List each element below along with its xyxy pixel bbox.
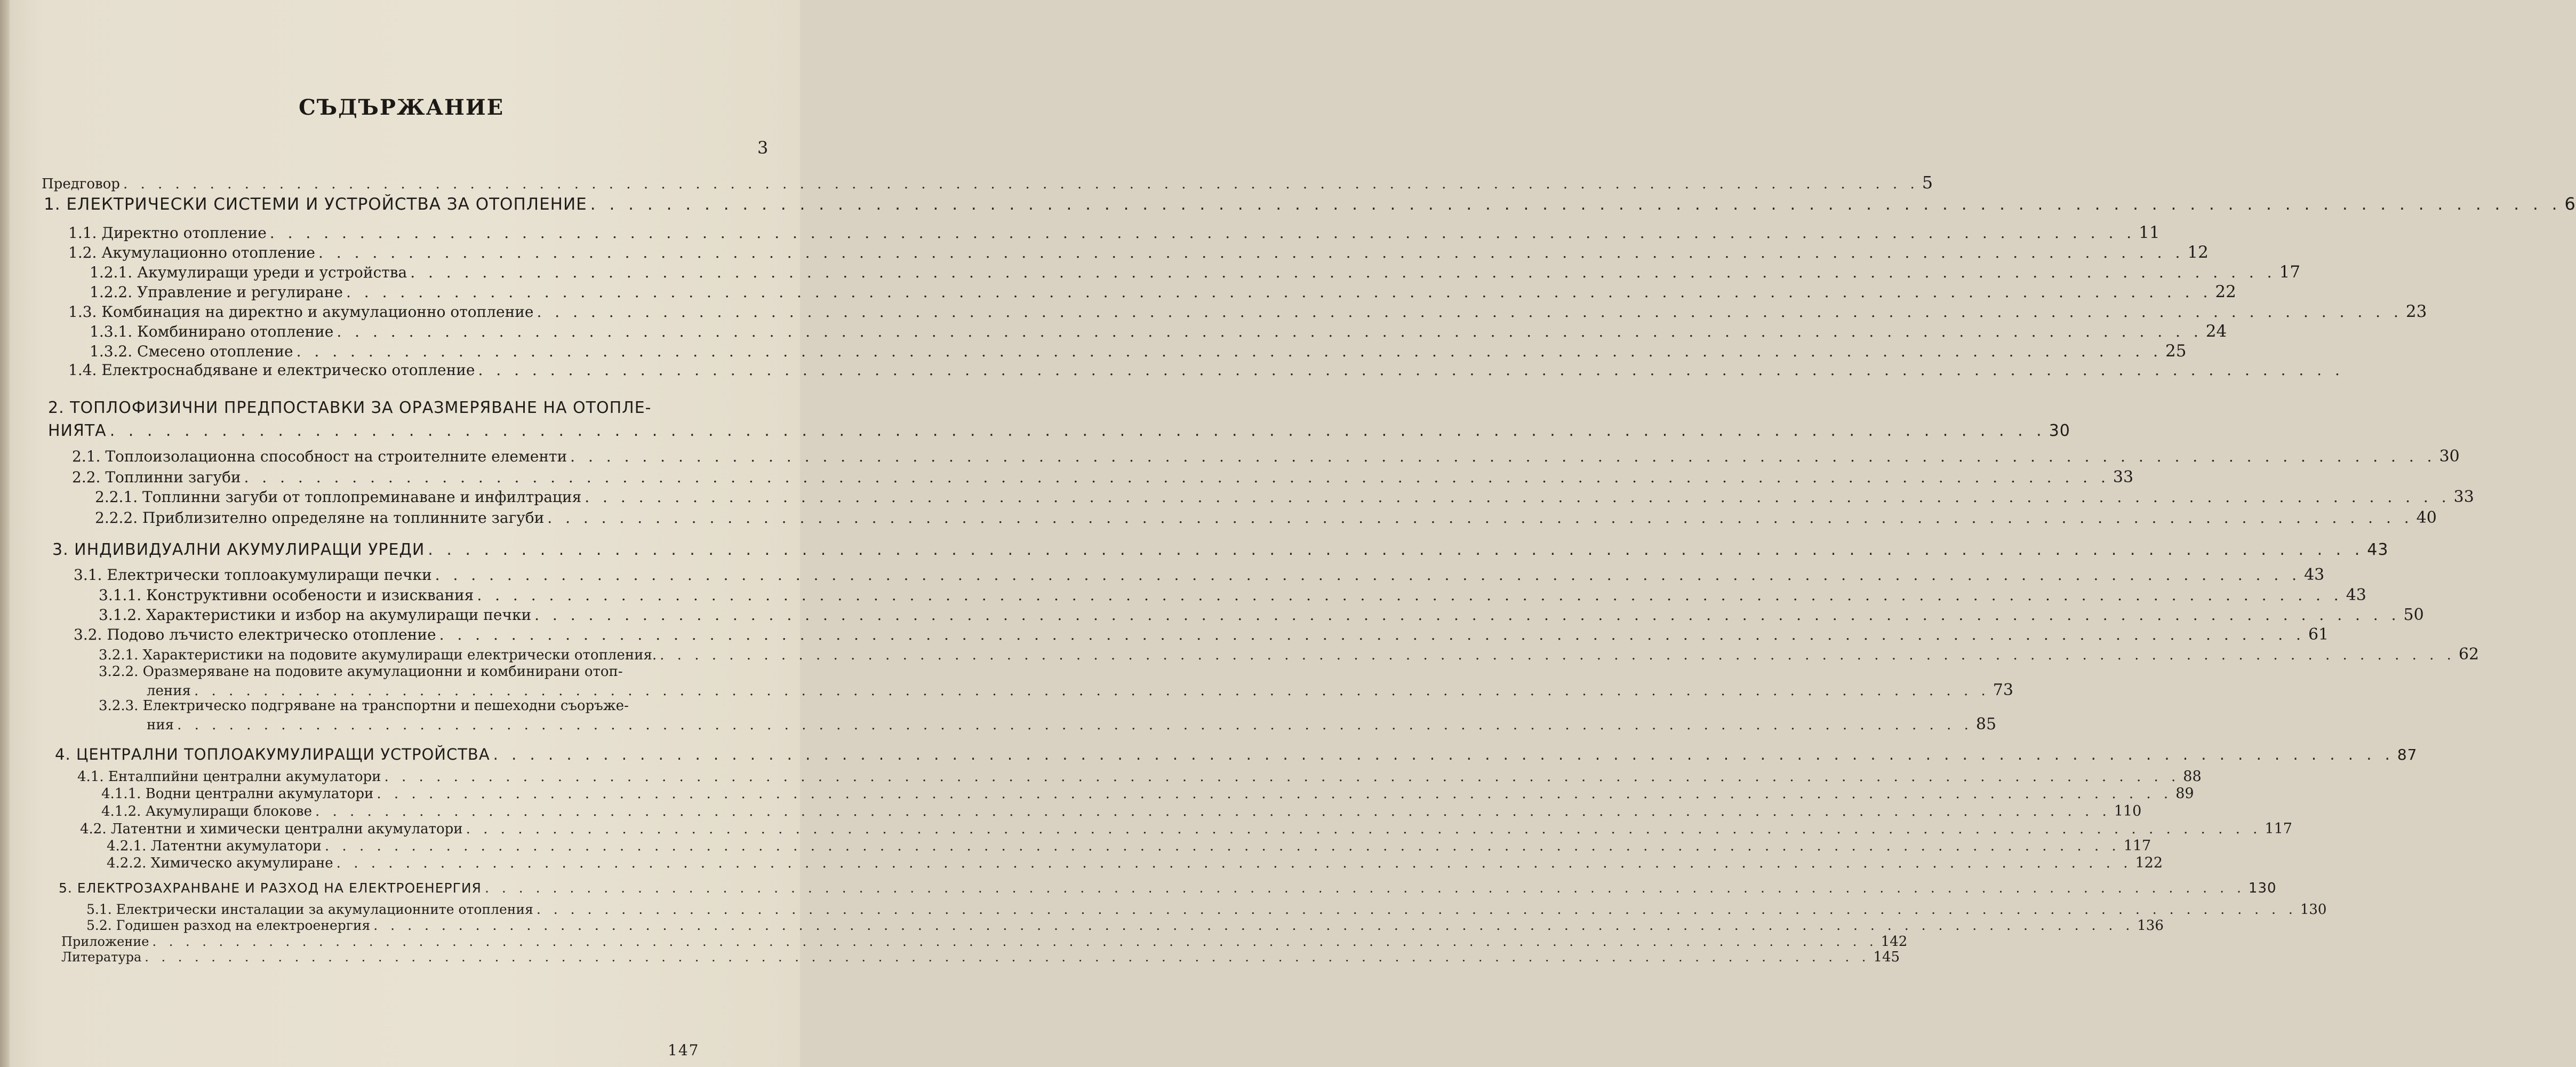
toc-entry-text: ния [147, 717, 174, 733]
toc-leader-dots: . . . . . . . . . . . . . . . . . . . . . . . . . . . . . . . . . . . . . . . . . . . . . . . . . . . . . . . . . . . . . . . . . . . . . . . . . . . . . . . . . . . . . . . . . . . . . . . . . . . . . . . . [534, 606, 2401, 624]
toc-leader-dots: . . . . . . . . . . . . . . . . . . . . . . . . . . . . . . . . . . . . . . . . . . . . . . . . . . . . . . . . . . . . . . . . . . . . . . . . . . . . . . . . . . . . . . . . . . . . . . . . . . . . . . . . [194, 683, 1990, 699]
toc-page-number: 33 [2113, 468, 2134, 487]
toc-entry [68, 361, 2344, 379]
toc-entry-text: 1.3.2. Смесено отопление [90, 343, 293, 360]
toc-entry-text: 1.1. Директно отопление [68, 224, 267, 242]
toc-entry [61, 949, 1900, 967]
toc-entry [99, 586, 2366, 604]
toc-entry-text: ления [147, 683, 191, 699]
toc-leader-dots: . . . . . . . . . . . . . . . . . . . . . . . . . . . . . . . . . . . . . . . . . . . . . . . . . . . . . . . . . . . . . . . . . . . . . . . . . . . . . . . . . . . . . . . . . . . . . . . . . . . . . . . . [269, 224, 2136, 242]
toc-entry [101, 785, 2194, 803]
toc-entry [147, 715, 1997, 734]
page-title: СЪДЪРЖАНИЕ [299, 95, 505, 120]
toc-entry-text: 4.1.2. Акумулиращи блокове [101, 803, 312, 819]
toc-page-number: 25 [2165, 341, 2187, 361]
toc-entry [90, 262, 2301, 282]
toc-leader-dots: . . . . . . . . . . . . . . . . . . . . . . . . . . . . . . . . . . . . . . . . . . . . . . . . . . . . . . . . . . . . . . . . . . . . . . . . . . . . . . . . . . . . . . . . . . . . . . . . . . . . . . . . [435, 566, 2301, 584]
toc-leader-dots: . . . . . . . . . . . . . . . . . . . . . . . . . . . . . . . . . . . . . . . . . . . . . . . . . . . . . . . . . . . . . . . . . . . . . . . . . . . . . . . . . . . . . . . . . . . . . . . . . . . . . . . . [123, 176, 1919, 192]
toc-page-number: 117 [2123, 838, 2151, 854]
toc-entry [86, 902, 2327, 920]
toc-leader-dots: . . . . . . . . . . . . . . . . . . . . . . . . . . . . . . . . . . . . . . . . . . . . . . . . . . . . . . . . . . . . . . . . . . . . . . . . . . . . . . . . . . . . . . . . . . . . . . . . . . . . . . . . [410, 264, 2276, 281]
toc-entry [68, 243, 2209, 262]
toc-entry-text: 1.2.2. Управление и регулиране [90, 283, 343, 301]
toc-entry-text: 1. ЕЛЕКТРИЧЕСКИ СИСТЕМИ И УСТРОЙСТВА ЗА ОТОПЛЕНИЕ [44, 195, 587, 214]
toc-entry [757, 138, 779, 156]
toc-leader-dots: . . . . . . . . . . . . . . . . . . . . . . . . . . . . . . . . . . . . . . . . . . . . . . . . . . . . . . . . . . . . . . . . . . . . . . . . . . . . . . . . . . . . . . . . . . . . . . . . . . . . . . . . [477, 586, 2343, 604]
toc-entry [95, 488, 2474, 506]
toc-entry [74, 625, 2329, 644]
toc-leader-dots: . . . . . . . . . . . . . . . . . . . . . . . . . . . . . . . . . . . . . . . . . . . . . . . . . . . . . . . . . . . . . . . . . . . . . . . . . . . . . . . . . . . . . . . . . . . . . . . . . . . . . . . . [337, 323, 2203, 340]
toc-leader-dots: . . . . . . . . . . . . . . . . . . . . . . . . . . . . . . . . . . . . . . . . . . . . . . . . . . . . . . . . . . . . . . . . . . . . . . . . . . . . . . . . . . . . . . . . . . . . . . . . . . . . . . . . [152, 934, 1878, 949]
toc-entry [101, 803, 2142, 821]
toc-leader-dots: . . . . . . . . . . . . . . . . . . . . . . . . . . . . . . . . . . . . . . . . . . . . . . . . . . . . . . . . . . . . . . . . . . . . . . . . . . . . . . . . . . . . . . . . . . . . . . . . . . . . . . . . [478, 361, 2344, 379]
toc-page-number: 30 [2439, 447, 2460, 466]
toc-entry-text: НИЯТА [48, 421, 107, 440]
toc-entry-text: 5.1. Електрически инсталации за акумулационните отопления [86, 902, 533, 917]
toc-entry-text: 1.2.1. Акумулиращи уреди и устройства [90, 264, 407, 281]
toc-entry [90, 341, 2187, 361]
toc-page-number: 11 [2139, 223, 2160, 242]
toc-entry-text: 1.3.1. Комбинирано отопление [90, 323, 334, 340]
toc-entry [107, 838, 2151, 856]
toc-page-number: 17 [2279, 262, 2301, 282]
toc-entry-text: 4.2.2. Химическо акумулиране [107, 855, 333, 871]
toc-page-number: 61 [2308, 625, 2329, 644]
page-gutter [0, 0, 10, 1067]
toc-entry [77, 768, 2202, 786]
toc-entry [72, 468, 2134, 487]
toc-page-number: 12 [2187, 243, 2209, 262]
toc-leader-dots: . . . . . . . . . . . . . . . . . . . . . . . . . . . . . . . . . . . . . . . . . . . . . . . . . . . . . . . . . . . . . . . . . . . . . . . . . . . . . . . . . . . . . . . . . . . . . . . . . . . . . . . . [547, 509, 2413, 527]
toc-leader-dots: . . . . . . . . . . . . . . . . . . . . . . . . . . . . . . . . . . . . . . . . . . . . . . . . . . . . . . . . . . . . . . . . . . . . . . . . . . . . . . . . . . . . . . . . . . . . . . . . . . . . . . . . [585, 488, 2451, 506]
toc-chapter [59, 880, 2277, 898]
toc-leader-dots: . . . . . . . . . . . . . . . . . . . . . . . . . . . . . . . . . . . . . . . . . . . . . . . . . . . . . . . . . . . . . . . . . . . . . . . . . . . . . . . . . . . . . . . . . . . . . . . . . . . . . . . . [315, 803, 2111, 819]
toc-entry [68, 302, 2427, 321]
toc-leader-dots: . . . . . . . . . . . . . . . . . . . . . . . . . . . . . . . . . . . . . . . . . . . . . . . . . . . . . . . . . . . . . . . . . . . . . . . . . . . . . . . . . . . . . . . . . . . . . . . . . . . . . . . . [384, 769, 2180, 785]
toc-leader-dots: . . . . . . . . . . . . . . . . . . . . . . . . . . . . . . . . . . . . . . . . . . . . . . . . . . . . . . . . . . . . . . . . . . . . . . . . . . . . . . . . . . . . . . . . . . . . . . . . . . . . . . . . [324, 838, 2121, 854]
toc-page-number: 43 [2304, 566, 2325, 584]
toc-leader-dots: . . . . . . . . . . . . . . . . . . . . . . . . . . . . . . . . . . . . . . . . . . . . . . . . . . . . . . . . . . . . . . . . . . . . . . . . . . . . . . . . . . . . . . . . . . . . . . . . . . . . . . . . [570, 448, 2436, 465]
toc-entry-text: 2.1. Топлоизолационна способност на строителните елементи [72, 448, 567, 465]
toc-leader-dots: . . . . . . . . . . . . . . . . . . . . . . . . . . . . . . . . . . . . . . . . . . . . . . . . . . . . . . . . . . . . . . . . . . . . . . . . . . . . . . . . . . . . . . . . . . . . . . . . . . . . . . . . [346, 283, 2212, 301]
toc-page-number: 73 [1993, 681, 2013, 699]
toc-page-number: 33 [2453, 488, 2474, 506]
toc-leader-dots: . . . . . . . . . . . . . . . . . . . . . . . . . . . . . . . . . . . . . . . . . . . . . . . . . . . . . . . . . . . . . . . . . . . . . . . . . . . . . . . . . . . . . . . . . . . . . . . . . . . . . . . . [590, 195, 2562, 214]
toc-entry-text: 4. ЦЕНТРАЛНИ ТОПЛОАКУМУЛИРАЩИ УСТРОЙСТВА [55, 745, 490, 763]
toc-page-number: 145 [1873, 949, 1900, 965]
toc-page-number: 122 [2135, 855, 2163, 871]
toc-page-number: 24 [2205, 322, 2227, 341]
toc-entry-text: 1.4. Електроснабдяване и електрическо отопление [68, 361, 475, 379]
toc-chapter [52, 540, 2389, 559]
toc-entry-text: 1.3. Комбинация на директно и акумулационно отопление [68, 303, 534, 321]
toc-entry-text: 4.1. Енталпийни централни акумулатори [77, 769, 381, 785]
toc-entry-text: Предговор [42, 176, 120, 192]
toc-leader-dots: . . . . . . . . . . . . . . . . . . . . . . . . . . . . . . . . . . . . . . . . . . . . . . . . . . . . . . . . . . . . . . . . . . . . . . . . . . . . . . . . . . . . . . . . . . . . . . . . . . . . . . . . [318, 244, 2185, 261]
toc-entry [95, 508, 2437, 527]
toc-entry-text: 2.2. Топлинни загуби [72, 468, 241, 486]
toc-leader-dots: . . . . . . . . . . . . . . . . . . . . . . . . . . . . . . . . . . . . . . . . . . . . . . . . . . . . . . . . . . . . . . . . . . . . . . . . . . . . . . . . . . . . . . . . . . . . . . . . . . . . . . . . [466, 821, 2262, 837]
toc-entry [90, 282, 2236, 301]
toc-entry-text: 4.2.1. Латентни акумулатори [107, 838, 322, 854]
toc-page-number: 117 [2265, 821, 2292, 837]
toc-page-number: 22 [2215, 282, 2236, 301]
toc-entry-text: 4.1.1. Водни централни акумулатори [101, 786, 374, 802]
toc-page-number: 89 [2175, 785, 2194, 802]
toc-entry-text: 3.1. Електрически топлоакумулиращи печки [74, 566, 432, 584]
toc-entry-text: 2.2.2. Приблизително определяне на топлинните загуби [95, 509, 545, 527]
toc-entry [72, 447, 2460, 466]
toc-leader-dots: . . . . . . . . . . . . . . . . . . . . . . . . . . . . . . . . . . . . . . . . . . . . . . . . . . . . . . . . . . . . . . . . . . . . . . . . . . . . . . . . . . . . . . . . . . . . . . . . . . . . . . . . [296, 343, 2162, 360]
toc-page-number: 30 [2049, 421, 2070, 440]
toc-page-number: 88 [2183, 768, 2202, 785]
toc-entry-text: 4.2. Латентни и химически централни акумулатори [80, 821, 463, 837]
toc-entry-text: 1.2. Акумулационно отопление [68, 244, 315, 261]
toc-page-number: 50 [2403, 606, 2424, 624]
toc-leader-dots: . . . . . . . . . . . . . . . . . . . . . . . . . . . . . . . . . . . . . . . . . . . . . . . . . . . . . . . . . . . . . . . . . . . . . . . . . . . . . . . . . . . . . . . . . . . . . . . . . . . . . . . . [377, 786, 2173, 802]
toc-page-number: 6 [2564, 194, 2576, 214]
toc-entry-text: Литература [61, 950, 142, 965]
toc-entry [68, 223, 2160, 242]
toc-entry-text: 3.2.3. Електрическо подгряване на транспортни и пешеходни съоръже- [99, 698, 629, 714]
toc-entry [42, 172, 1933, 193]
toc-leader-dots: . . . . . . . . . . . . . . . . . . . . . . . . . . . . . . . . . . . . . . . . . . . . . . . . . . . . . . . . . . . . . . . . . . . . . . . . . . . . . . . . . . . . . . . . . . . . . . . . . . . . . . . . [537, 303, 2403, 321]
toc-chapter: 2. ТОПЛОФИЗИЧНИ ПРЕДПОСТАВКИ ЗА ОРАЗМЕРЯВАНЕ НА ОТОПЛЕ- [48, 399, 652, 417]
toc-leader-dots: . . . . . . . . . . . . . . . . . . . . . . . . . . . . . . . . . . . . . . . . . . . . . . . . . . . . . . . . . . . . . . . . . . . . . . . . . . . . . . . . . . . . . . . . . . . . . . . . . . . . . . . . [428, 540, 2364, 559]
toc-entry [107, 855, 2163, 873]
toc-entry-text: 3.2.1. Характеристики на подовите акумулиращи електрически отопления. [99, 647, 657, 663]
toc-page-number: 62 [2458, 645, 2479, 664]
toc-page-number: 43 [2346, 586, 2366, 604]
toc-page-number: 85 [1975, 715, 1997, 734]
toc-entry-text: Приложение [61, 934, 149, 949]
toc-leader-dots: . . . . . . . . . . . . . . . . . . . . . . . . . . . . . . . . . . . . . . . . . . . . . . . . . . . . . . . . . . . . . . . . . . . . . . . . . . . . . . . . . . . . . . . . . . . . . . . . . . . . . . . . [109, 421, 2046, 440]
toc-entry-text: 5.2. Годишен разход на електроенергия [86, 918, 371, 933]
toc-entry-text: 3. ИНДИВИДУАЛНИ АКУМУЛИРАЩИ УРЕДИ [52, 540, 425, 559]
toc-entry [74, 566, 2325, 584]
page-number: 147 [668, 1041, 700, 1059]
toc-page-number: 130 [2248, 880, 2277, 896]
toc-page-number: 40 [2416, 508, 2437, 527]
toc-entry-text: 3.2.2. Оразмеряване на подовите акумулационни и комбинирани отоп- [99, 664, 623, 680]
toc-page-number: 87 [2397, 746, 2418, 763]
toc-leader-dots: . . . . . . . . . . . . . . . . . . . . . . . . . . . . . . . . . . . . . . . . . . . . . . . . . . . . . . . . . . . . . . . . . . . . . . . . . . . . . . . . . . . . . . . . . . . . . . . . . . . . . . . . [336, 855, 2132, 871]
toc-chapter [48, 421, 2070, 440]
toc-page-number: 142 [1881, 934, 1908, 950]
toc-leader-dots: . . . . . . . . . . . . . . . . . . . . . . . . . . . . . . . . . . . . . . . . . . . . . . . . . . . . . . . . . . . . . . . . . . . . . . . . . . . . . . . . . . . . . . . . . . . . . . . . . . . . . . . . [660, 647, 2455, 663]
toc-chapter [44, 194, 2576, 214]
toc-leader-dots: . . . . . . . . . . . . . . . . . . . . . . . . . . . . . . . . . . . . . . . . . . . . . . . . . . . . . . . . . . . . . . . . . . . . . . . . . . . . . . . . . . . . . . . . . . . . . . . . . . . . . . . . [484, 880, 2245, 896]
toc-page-number: 130 [2300, 902, 2327, 918]
toc-leader-dots: . . . . . . . . . . . . . . . . . . . . . . . . . . . . . . . . . . . . . . . . . . . . . . . . . . . . . . . . . . . . . . . . . . . . . . . . . . . . . . . . . . . . . . . . . . . . . . . . . . . . . . . . [373, 918, 2134, 933]
toc-entry-text: 3.2. Подово лъчисто електрическо отопление [74, 626, 436, 643]
toc-page-number: 5 [1922, 172, 1933, 193]
toc-page-number: 136 [2137, 918, 2164, 934]
toc-entry [80, 821, 2292, 839]
toc-entry-text: 3.1.1. Конструктивни особености и изисквания [99, 586, 474, 604]
toc-leader-dots: . . . . . . . . . . . . . . . . . . . . . . . . . . . . . . . . . . . . . . . . . . . . . . . . . . . . . . . . . . . . . . . . . . . . . . . . . . . . . . . . . . . . . . . . . . . . . . . . . . . . . . . . [493, 745, 2394, 763]
toc-leader-dots: . . . . . . . . . . . . . . . . . . . . . . . . . . . . . . . . . . . . . . . . . . . . . . . . . . . . . . . . . . . . . . . . . . . . . . . . . . . . . . . . . . . . . . . . . . . . . . . . . . . . . . . . [244, 468, 2110, 486]
toc-entry [99, 606, 2424, 624]
toc-entry [147, 681, 2013, 699]
toc-entry-text: 5. ЕЛЕКТРОЗАХРАНВАНЕ И РАЗХОД НА ЕЛЕКТРОЕНЕРГИЯ [59, 880, 482, 896]
toc-chapter [55, 745, 2418, 763]
toc-entry-text: 3.1.2. Характеристики и избор на акумулиращи печки [99, 606, 532, 624]
toc-entry [90, 322, 2227, 341]
toc-page-number: 43 [2367, 540, 2389, 559]
toc-entry-text: 2.2.1. Топлинни загуби от топлопреминаване и инфилтрация [95, 488, 582, 506]
toc-leader-dots: . . . . . . . . . . . . . . . . . . . . . . . . . . . . . . . . . . . . . . . . . . . . . . . . . . . . . . . . . . . . . . . . . . . . . . . . . . . . . . . . . . . . . . . . . . . . . . . . . . . . . . . . [145, 950, 1870, 965]
toc-leader-dots: . . . . . . . . . . . . . . . . . . . . . . . . . . . . . . . . . . . . . . . . . . . . . . . . . . . . . . . . . . . . . . . . . . . . . . . . . . . . . . . . . . . . . . . . . . . . . . . . . . . . . . . . [536, 902, 2297, 917]
toc-page-number: 23 [2405, 302, 2427, 321]
toc-entry [86, 918, 2164, 936]
toc-leader-dots: . . . . . . . . . . . . . . . . . . . . . . . . . . . . . . . . . . . . . . . . . . . . . . . . . . . . . . . . . . . . . . . . . . . . . . . . . . . . . . . . . . . . . . . . . . . . . . . . . . . . . . . . [439, 626, 2305, 643]
toc-entry [99, 645, 2479, 664]
toc-leader-dots: . . . . . . . . . . . . . . . . . . . . . . . . . . . . . . . . . . . . . . . . . . . . . . . . . . . . . . . . . . . . . . . . . . . . . . . . . . . . . . . . . . . . . . . . . . . . . . . . . . . . . . . . [177, 717, 1973, 733]
toc-page-number: 110 [2114, 803, 2142, 819]
toc-page-number: 3 [757, 138, 769, 158]
